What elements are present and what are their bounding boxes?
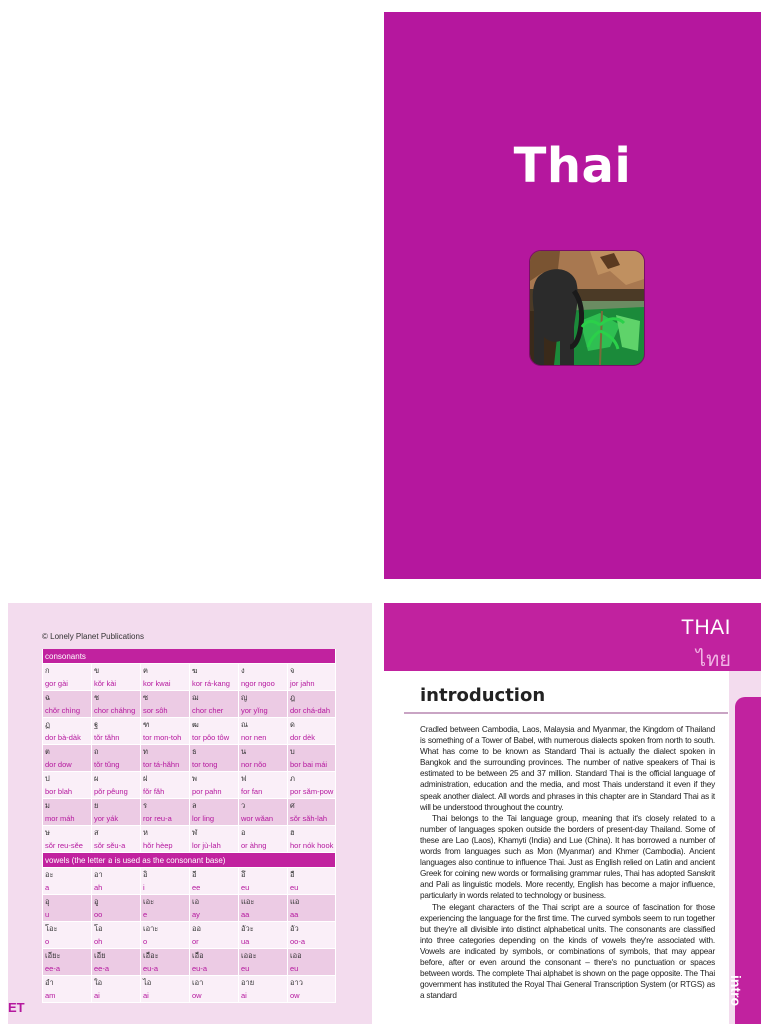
- thai-letter: ป: [43, 772, 92, 786]
- letter-row: [43, 895, 336, 909]
- thai-letter: ษ: [43, 826, 92, 840]
- copyright-notice: © Lonely Planet Publications: [42, 632, 144, 641]
- letter-romanization: bor blah: [43, 785, 92, 799]
- thai-letter: อู: [92, 895, 141, 909]
- cover-title: Thai: [513, 138, 632, 194]
- letter-name-row: [43, 731, 336, 745]
- alphabet-page: [8, 603, 372, 1024]
- thai-letter: อี: [190, 868, 239, 882]
- letter-romanization: nor nen: [239, 731, 288, 745]
- thai-letter: เอียะ: [43, 949, 92, 963]
- letter-romanization: nor nŏo: [239, 758, 288, 772]
- letter-romanization: por pahn: [190, 785, 239, 799]
- thai-letter: อึ: [239, 868, 288, 882]
- thai-letter: เอ: [190, 895, 239, 909]
- letter-romanization: aa: [288, 908, 336, 922]
- letter-romanization: fŏr făh: [141, 785, 190, 799]
- letter-row: [43, 826, 336, 840]
- side-tab-label: ET: [8, 1000, 25, 1015]
- thai-letter: เอาะ: [141, 922, 190, 936]
- thai-letter: โอ: [92, 922, 141, 936]
- letter-romanization: hŏr hèep: [141, 839, 190, 853]
- thai-letter: แอะ: [239, 895, 288, 909]
- letter-romanization: bor bai mái: [288, 758, 336, 772]
- thai-letter: ผ: [92, 772, 141, 786]
- section-heading: introduction: [420, 685, 546, 706]
- letter-romanization: sŏr reu-sĕe: [43, 839, 92, 853]
- elephant-jungle-illustration-icon: [529, 250, 645, 366]
- letter-romanization: dor dèk: [288, 731, 336, 745]
- letter-romanization: tŏr tŭng: [92, 758, 141, 772]
- letter-romanization: por săm-pow: [288, 785, 336, 799]
- letter-romanization: ee: [190, 881, 239, 895]
- letter-romanization: ngor ngoo: [239, 677, 288, 691]
- thai-letter: พ: [190, 772, 239, 786]
- book-cover: [384, 12, 761, 579]
- thai-letter: ฌ: [190, 691, 239, 705]
- introduction-page: [384, 603, 761, 1024]
- letter-romanization: mor máh: [43, 812, 92, 826]
- letter-row: [43, 664, 336, 678]
- thai-letter: อ: [239, 826, 288, 840]
- letter-romanization: eu: [288, 962, 336, 976]
- letter-romanization: oo: [92, 908, 141, 922]
- letter-romanization: or: [190, 935, 239, 949]
- letter-romanization: oo-a: [288, 935, 336, 949]
- letter-romanization: o: [43, 935, 92, 949]
- letter-romanization: ay: [190, 908, 239, 922]
- thai-letter: ก: [43, 664, 92, 678]
- letter-romanization: ee-a: [92, 962, 141, 976]
- thai-letter: ต: [43, 745, 92, 759]
- letter-row: [43, 691, 336, 705]
- letter-row: [43, 922, 336, 936]
- letter-romanization: ai: [92, 989, 141, 1003]
- thai-letter: ฮ: [288, 826, 336, 840]
- letter-romanization: tor pôo tôw: [190, 731, 239, 745]
- intro-paragraph: Thai belongs to the Tai language group, meaning that it's closely related to a number of languages spoken outside the borders of present-day Thailand. Some of these are Lao (Laos), Khamyti (India) and Lue (China). It has borrowed a number of words from languages such as Mon (Myanmar) and Khmer (Cambodia). Ancient languages also continue to influence Thai. Just as English relied on Latin and ancient Greek for coining new words or formalising grammar rules, Thai has adopted Sanskrit and Pali as linguistic models. More recently, English has become a major influence, particularly in words related to technology or business.: [420, 813, 715, 901]
- letter-romanization: eu: [239, 962, 288, 976]
- table-section-header: [43, 853, 336, 868]
- letter-row: [43, 772, 336, 786]
- thai-letter: ท: [141, 745, 190, 759]
- letter-romanization: yor yák: [92, 812, 141, 826]
- letter-romanization: u: [43, 908, 92, 922]
- letter-romanization: dor bà-dàk: [43, 731, 92, 745]
- thai-letter: อื: [288, 868, 336, 882]
- letter-row: [43, 799, 336, 813]
- thai-letter: ส: [92, 826, 141, 840]
- letter-romanization: lor jù-lah: [190, 839, 239, 853]
- thai-letter: เออ: [288, 949, 336, 963]
- letter-romanization: dor dow: [43, 758, 92, 772]
- thai-letter: ญ: [239, 691, 288, 705]
- thai-letter: ฉ: [43, 691, 92, 705]
- thai-letter: ศ: [288, 799, 336, 813]
- letter-romanization: wor wăan: [239, 812, 288, 826]
- thai-letter: อะ: [43, 868, 92, 882]
- letter-romanization: pŏr pêung: [92, 785, 141, 799]
- section-tab-label: intro: [727, 975, 744, 1007]
- thai-letter: อาย: [239, 976, 288, 990]
- letter-romanization: am: [43, 989, 92, 1003]
- intro-paragraph: Cradled between Cambodia, Laos, Malaysia and Myanmar, the Kingdom of Thailand is something of a Tower of Babel, with numerous dialects spoken from north to south. What has come to be known as Standard Thai is actually the dialect spoken in Bangkok and the surrounding provinces. The number of native speakers of Thai is estimated to be between 25 and 37 million. Standard Thai is the official language of administration, education and the media, and most Thais understand it even if they speak another dialect. All words and phrases in this chapter are in Standard Thai as it will be understood throughout the country.: [420, 725, 715, 812]
- letter-name-row: [43, 758, 336, 772]
- letter-romanization: for fan: [239, 785, 288, 799]
- letter-romanization: chor cháhng: [92, 704, 141, 718]
- thai-letter: เอา: [190, 976, 239, 990]
- letter-romanization: hor nók hook: [288, 839, 336, 853]
- thai-letter: ม: [43, 799, 92, 813]
- letter-romanization: ai: [141, 989, 190, 1003]
- letter-romanization: e: [141, 908, 190, 922]
- thai-letter: ออ: [190, 922, 239, 936]
- thai-letter: ฑ: [141, 718, 190, 732]
- chapter-title-thai: ไทย: [696, 647, 731, 671]
- thai-letter: ฬ: [190, 826, 239, 840]
- letter-row: [43, 745, 336, 759]
- letter-name-row: [43, 962, 336, 976]
- thai-letter: ร: [141, 799, 190, 813]
- table-section-header: [43, 649, 336, 664]
- letter-romanization: dor chá-dah: [288, 704, 336, 718]
- chapter-title: THAI: [681, 616, 731, 639]
- letter-romanization: chor cher: [190, 704, 239, 718]
- thai-letter: จ: [288, 664, 336, 678]
- thai-letter: ห: [141, 826, 190, 840]
- section-header-label: vowels (the letter อ is used as the consonant base): [43, 853, 336, 868]
- thai-letter: ง: [239, 664, 288, 678]
- thai-letter: อา: [92, 868, 141, 882]
- letter-name-row: [43, 812, 336, 826]
- thai-letter: ฅ: [141, 664, 190, 678]
- intro-paragraph: The elegant characters of the Thai script are a source of fascination for those experiencing the language for the first time. The curved symbols seem to run together but they're all divisible into distinct alphabetical units. The consonants are classified into three categories depending on the kinds of vowels they're associated with. Vowels are indicated by symbols, or combinations of symbols, that may appear before, after or even around the consonant – there's no punctuation or spaces between words. The complete Thai alphabet is shown on the page opposite. The Thai government has instituted the Royal Thai General Transcription System (or RTGS) as a standard: [420, 902, 715, 1001]
- letter-romanization: gor gài: [43, 677, 92, 691]
- letter-romanization: sor sôh: [141, 704, 190, 718]
- thai-letter: ฏ: [43, 718, 92, 732]
- letter-name-row: [43, 839, 336, 853]
- letter-romanization: kor rá-kang: [190, 677, 239, 691]
- thai-letter: เอีย: [92, 949, 141, 963]
- thai-letter: แอ: [288, 895, 336, 909]
- thai-letter: ว: [239, 799, 288, 813]
- thai-letter: เอือ: [190, 949, 239, 963]
- thai-letter: อำ: [43, 976, 92, 990]
- letter-romanization: ror reu-a: [141, 812, 190, 826]
- thai-letter: ล: [190, 799, 239, 813]
- thai-letter: ถ: [92, 745, 141, 759]
- letter-romanization: lor ling: [190, 812, 239, 826]
- section-header-label: consonants: [43, 649, 336, 664]
- thai-letter: อัว: [288, 922, 336, 936]
- letter-row: [43, 949, 336, 963]
- thai-letter: ใอ: [92, 976, 141, 990]
- letter-romanization: tor mon-toh: [141, 731, 190, 745]
- thai-letter: บ: [288, 745, 336, 759]
- thai-letter: ช: [92, 691, 141, 705]
- thai-letter: ธ: [190, 745, 239, 759]
- letter-romanization: oh: [92, 935, 141, 949]
- letter-romanization: kŏr kài: [92, 677, 141, 691]
- thai-letter: ซ: [141, 691, 190, 705]
- letter-romanization: a: [43, 881, 92, 895]
- letter-romanization: eu: [239, 881, 288, 895]
- thai-letter: เอือะ: [141, 949, 190, 963]
- heading-divider: [404, 712, 728, 714]
- letter-romanization: ow: [288, 989, 336, 1003]
- letter-romanization: sŏr sĕu-a: [92, 839, 141, 853]
- letter-name-row: [43, 677, 336, 691]
- letter-romanization: ah: [92, 881, 141, 895]
- letter-romanization: kor kwai: [141, 677, 190, 691]
- thai-letter: ย: [92, 799, 141, 813]
- thai-letter: ฎ: [288, 691, 336, 705]
- letter-row: [43, 718, 336, 732]
- letter-romanization: chŏr chìng: [43, 704, 92, 718]
- letter-romanization: ua: [239, 935, 288, 949]
- thai-letter: เออะ: [239, 949, 288, 963]
- letter-name-row: [43, 704, 336, 718]
- thai-letter: ด: [288, 718, 336, 732]
- thai-letter: อาว: [288, 976, 336, 990]
- letter-name-row: [43, 935, 336, 949]
- thai-letter: ฐ: [92, 718, 141, 732]
- thai-letter: ฆ: [190, 664, 239, 678]
- thai-letter: ไอ: [141, 976, 190, 990]
- letter-romanization: jor jahn: [288, 677, 336, 691]
- letter-romanization: eu-a: [141, 962, 190, 976]
- chapter-header: [384, 603, 761, 671]
- thai-letter: อัวะ: [239, 922, 288, 936]
- thai-letter: ณ: [239, 718, 288, 732]
- letter-romanization: ow: [190, 989, 239, 1003]
- thai-letter: ฒ: [190, 718, 239, 732]
- thai-letter: น: [239, 745, 288, 759]
- letter-romanization: o: [141, 935, 190, 949]
- letter-romanization: eu: [288, 881, 336, 895]
- thai-letter: ภ: [288, 772, 336, 786]
- intro-body-text: [420, 724, 715, 1001]
- letter-romanization: sŏr săh-lah: [288, 812, 336, 826]
- letter-romanization: yor yĭng: [239, 704, 288, 718]
- thai-letter: ข: [92, 664, 141, 678]
- thai-letter: อุ: [43, 895, 92, 909]
- thai-letter: ฝ: [141, 772, 190, 786]
- letter-romanization: tor tá-hăhn: [141, 758, 190, 772]
- letter-name-row: [43, 881, 336, 895]
- thai-alphabet-table: [42, 649, 336, 1003]
- letter-romanization: aa: [239, 908, 288, 922]
- letter-name-row: [43, 989, 336, 1003]
- thai-letter: อิ: [141, 868, 190, 882]
- thai-letter: ฟ: [239, 772, 288, 786]
- thai-letter: เอะ: [141, 895, 190, 909]
- letter-romanization: tor tong: [190, 758, 239, 772]
- letter-romanization: ai: [239, 989, 288, 1003]
- letter-name-row: [43, 908, 336, 922]
- letter-name-row: [43, 785, 336, 799]
- letter-romanization: eu-a: [190, 962, 239, 976]
- letter-romanization: or àhng: [239, 839, 288, 853]
- thai-letter: โอะ: [43, 922, 92, 936]
- letter-romanization: i: [141, 881, 190, 895]
- letter-row: [43, 868, 336, 882]
- letter-romanization: tŏr tăhn: [92, 731, 141, 745]
- letter-row: [43, 976, 336, 990]
- letter-romanization: ee-a: [43, 962, 92, 976]
